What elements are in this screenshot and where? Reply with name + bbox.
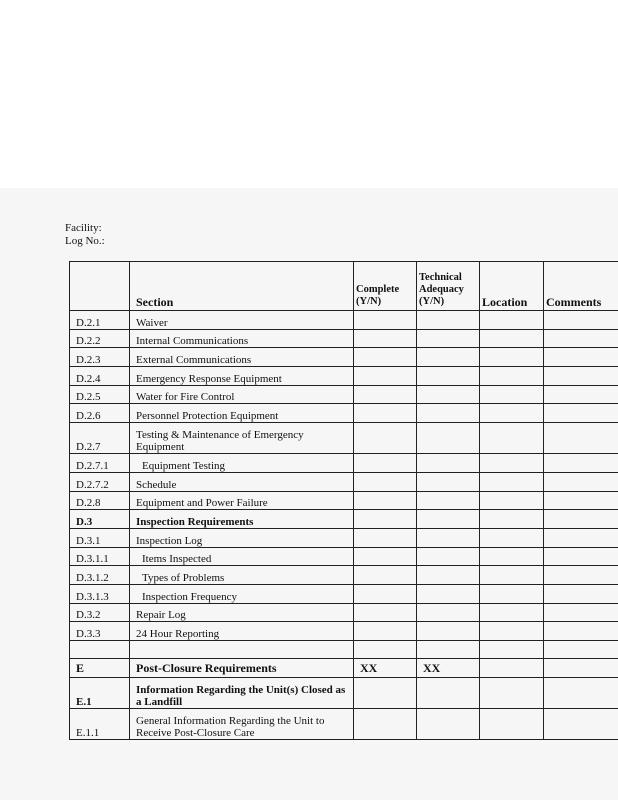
- row-section: Inspection Requirements: [130, 510, 354, 529]
- comments-cell[interactable]: [544, 547, 618, 566]
- row-section: Inspection Log: [130, 528, 354, 547]
- checklist-table: [69, 261, 618, 740]
- technical-cell[interactable]: [417, 385, 480, 404]
- row-section: Testing & Maintenance of Emergency Equipment: [130, 423, 354, 454]
- location-cell[interactable]: [480, 472, 544, 491]
- table-row: [70, 584, 618, 603]
- complete-cell[interactable]: [354, 348, 417, 367]
- technical-cell[interactable]: [417, 491, 480, 510]
- complete-cell[interactable]: [354, 708, 417, 739]
- complete-cell[interactable]: [354, 404, 417, 423]
- complete-cell[interactable]: [354, 547, 417, 566]
- technical-cell[interactable]: [417, 622, 480, 641]
- comments-cell[interactable]: [544, 677, 618, 708]
- row-section: External Communications: [130, 348, 354, 367]
- log-no-label: Log No.:: [65, 235, 105, 247]
- complete-cell[interactable]: [354, 385, 417, 404]
- table-row: [70, 659, 618, 678]
- technical-cell[interactable]: [417, 677, 480, 708]
- table-row: [70, 385, 618, 404]
- comments-cell[interactable]: [544, 584, 618, 603]
- complete-cell[interactable]: [354, 454, 417, 473]
- table-row-blank: [70, 641, 618, 659]
- row-section: Emergency Response Equipment: [130, 367, 354, 386]
- location-column-header: Location: [480, 262, 544, 311]
- location-cell[interactable]: [480, 659, 544, 678]
- complete-cell[interactable]: [354, 491, 417, 510]
- table-row: [70, 510, 618, 529]
- comments-cell[interactable]: [544, 404, 618, 423]
- table-header-row: [70, 262, 618, 311]
- row-section: Equipment and Power Failure: [130, 491, 354, 510]
- row-section: Items Inspected: [130, 547, 354, 566]
- table-row: [70, 528, 618, 547]
- location-cell[interactable]: [480, 584, 544, 603]
- technical-cell[interactable]: [417, 348, 480, 367]
- table-row: [70, 472, 618, 491]
- row-section: Waiver: [130, 311, 354, 330]
- technical-cell[interactable]: [417, 510, 480, 529]
- row-section: Internal Communications: [130, 329, 354, 348]
- row-section: General Information Regarding the Unit to Receive Post-Closure Care: [130, 708, 354, 739]
- technical-cell[interactable]: [417, 708, 480, 739]
- comments-cell[interactable]: [544, 566, 618, 585]
- technical-cell[interactable]: [417, 566, 480, 585]
- table-row: [70, 404, 618, 423]
- row-section: Types of Problems: [130, 566, 354, 585]
- comments-cell[interactable]: [544, 454, 618, 473]
- table-row: [70, 423, 618, 454]
- table-row: [70, 329, 618, 348]
- row-id: D.2.5: [70, 385, 130, 404]
- technical-cell[interactable]: [417, 547, 480, 566]
- row-id: E.1.1: [70, 708, 130, 739]
- complete-cell[interactable]: [354, 510, 417, 529]
- row-section: Equipment Testing: [130, 454, 354, 473]
- location-cell[interactable]: [480, 510, 544, 529]
- row-section: Water for Fire Control: [130, 385, 354, 404]
- location-cell[interactable]: [480, 622, 544, 641]
- location-cell[interactable]: [480, 423, 544, 454]
- row-section: Schedule: [130, 472, 354, 491]
- comments-cell[interactable]: [544, 491, 618, 510]
- row-id: D.2.7.1: [70, 454, 130, 473]
- technical-adequacy-column-header: Technical Adequacy (Y/N): [417, 262, 480, 311]
- technical-cell[interactable]: [417, 584, 480, 603]
- facility-label: Facility:: [65, 222, 102, 234]
- row-id: D.2.6: [70, 404, 130, 423]
- table-row: [70, 491, 618, 510]
- row-id: E: [70, 659, 130, 678]
- complete-cell[interactable]: [354, 677, 417, 708]
- complete-cell[interactable]: [354, 622, 417, 641]
- technical-cell[interactable]: [417, 472, 480, 491]
- comments-column-header: Comments: [544, 262, 618, 311]
- section-column-header: Section: [130, 262, 354, 311]
- row-section: Repair Log: [130, 603, 354, 622]
- id-column-header: [70, 262, 130, 311]
- comments-cell[interactable]: [544, 423, 618, 454]
- complete-cell[interactable]: [354, 423, 417, 454]
- location-cell[interactable]: [480, 528, 544, 547]
- row-id: D.2.8: [70, 491, 130, 510]
- table-row: [70, 603, 618, 622]
- complete-column-header: Complete (Y/N): [354, 262, 417, 311]
- row-section: Inspection Frequency: [130, 584, 354, 603]
- table-row: [70, 677, 618, 708]
- table-row: [70, 367, 618, 386]
- row-id: D.2.7.2: [70, 472, 130, 491]
- technical-cell[interactable]: [417, 423, 480, 454]
- complete-cell[interactable]: [354, 472, 417, 491]
- row-id: D.2.1: [70, 311, 130, 330]
- location-cell[interactable]: [480, 329, 544, 348]
- table-row: [70, 547, 618, 566]
- comments-cell[interactable]: [544, 708, 618, 739]
- comments-cell[interactable]: [544, 659, 618, 678]
- location-cell[interactable]: [480, 404, 544, 423]
- table-row: [70, 708, 618, 739]
- comments-cell[interactable]: [544, 622, 618, 641]
- comments-cell[interactable]: [544, 510, 618, 529]
- table-row: [70, 454, 618, 473]
- comments-cell[interactable]: [544, 311, 618, 330]
- row-id: D.2.2: [70, 329, 130, 348]
- comments-cell[interactable]: [544, 385, 618, 404]
- comments-cell[interactable]: [544, 528, 618, 547]
- row-section: Information Regarding the Unit(s) Closed as a Landfill: [130, 677, 354, 708]
- technical-cell[interactable]: [417, 528, 480, 547]
- technical-cell[interactable]: XX: [417, 659, 480, 678]
- row-id: D.3.1.1: [70, 547, 130, 566]
- row-id: D.2.7: [70, 423, 130, 454]
- location-cell[interactable]: [480, 603, 544, 622]
- comments-cell[interactable]: [544, 603, 618, 622]
- row-id: D.3.2: [70, 603, 130, 622]
- location-cell[interactable]: [480, 677, 544, 708]
- technical-cell[interactable]: [417, 404, 480, 423]
- row-id: D.3.3: [70, 622, 130, 641]
- technical-cell[interactable]: [417, 311, 480, 330]
- location-cell[interactable]: [480, 491, 544, 510]
- comments-cell[interactable]: [544, 367, 618, 386]
- comments-cell[interactable]: [544, 348, 618, 367]
- technical-cell[interactable]: [417, 454, 480, 473]
- complete-cell[interactable]: [354, 367, 417, 386]
- location-cell[interactable]: [480, 385, 544, 404]
- location-cell[interactable]: [480, 566, 544, 585]
- complete-cell[interactable]: [354, 329, 417, 348]
- location-cell[interactable]: [480, 311, 544, 330]
- row-section: Personnel Protection Equipment: [130, 404, 354, 423]
- row-section: 24 Hour Reporting: [130, 622, 354, 641]
- location-cell[interactable]: [480, 367, 544, 386]
- technical-cell[interactable]: [417, 367, 480, 386]
- location-cell[interactable]: [480, 708, 544, 739]
- technical-cell[interactable]: [417, 603, 480, 622]
- row-section: Post-Closure Requirements: [130, 659, 354, 678]
- comments-cell[interactable]: [544, 329, 618, 348]
- complete-cell[interactable]: [354, 528, 417, 547]
- row-id: D.2.4: [70, 367, 130, 386]
- row-id: D.2.3: [70, 348, 130, 367]
- table-row: [70, 348, 618, 367]
- complete-cell[interactable]: [354, 311, 417, 330]
- comments-cell[interactable]: [544, 472, 618, 491]
- table-row: [70, 311, 618, 330]
- technical-cell[interactable]: [417, 329, 480, 348]
- location-cell[interactable]: [480, 348, 544, 367]
- complete-cell[interactable]: [354, 584, 417, 603]
- row-id: E.1: [70, 677, 130, 708]
- location-cell[interactable]: [480, 547, 544, 566]
- complete-cell[interactable]: [354, 566, 417, 585]
- row-id: D.3.1.3: [70, 584, 130, 603]
- row-id: D.3.1.2: [70, 566, 130, 585]
- complete-cell[interactable]: [354, 603, 417, 622]
- table-row: [70, 622, 618, 641]
- row-id: D.3: [70, 510, 130, 529]
- row-id: D.3.1: [70, 528, 130, 547]
- table-row: [70, 566, 618, 585]
- complete-cell[interactable]: XX: [354, 659, 417, 678]
- location-cell[interactable]: [480, 454, 544, 473]
